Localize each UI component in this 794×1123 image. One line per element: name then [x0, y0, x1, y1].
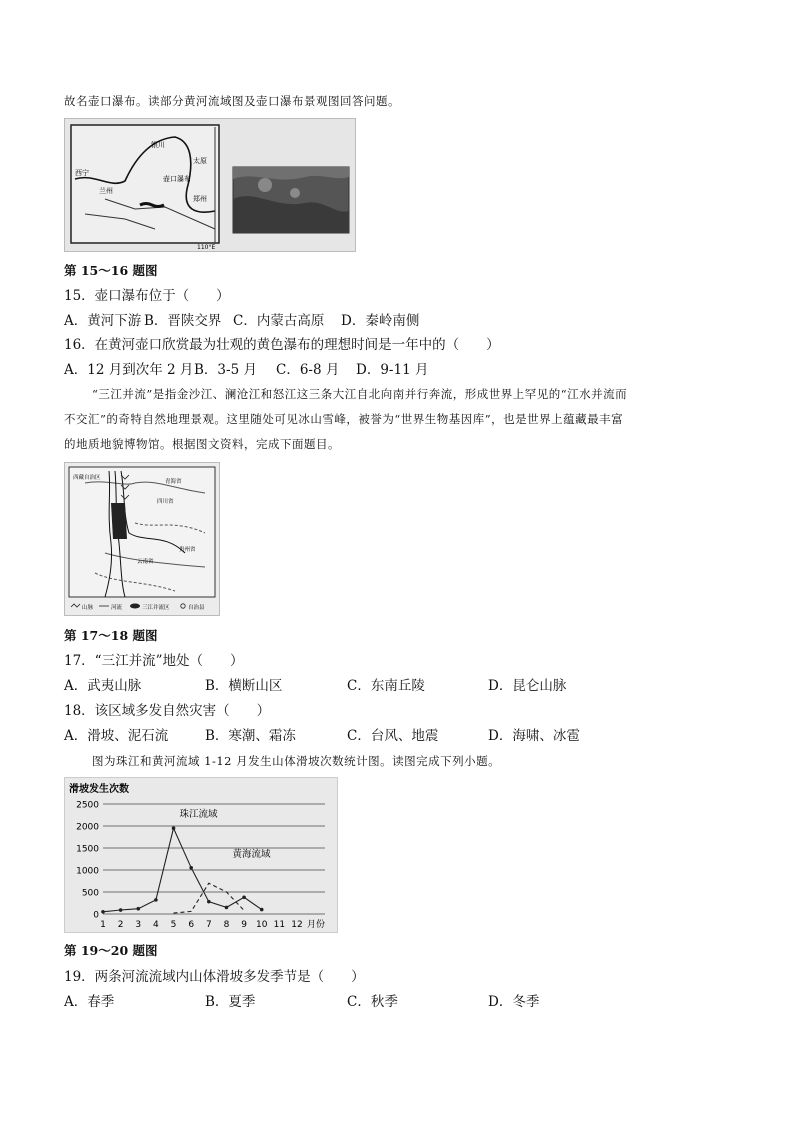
question-16-stem: 16．在黄河壶口欣赏最为壮观的黄色瀑布的理想时间是一年中的（ ）	[64, 337, 500, 353]
series-0-point-5	[189, 866, 193, 870]
map-label-yinchuan: 银川	[151, 141, 165, 149]
y-tick-label-2500: 2500	[76, 800, 99, 811]
legend-zone: 三江并流区	[142, 605, 170, 611]
three-rivers-figure	[64, 462, 220, 616]
series-0-point-2	[136, 907, 140, 911]
q17-option-c[interactable]: C．东南丘陵	[347, 678, 425, 694]
x-tick-label-2: 2	[117, 920, 124, 930]
y-tick-label-1500: 1500	[76, 844, 99, 855]
question-19-stem: 19．两条河流流域内山体滑坡多发季节是（ ）	[64, 969, 365, 985]
series-line-1	[174, 883, 245, 913]
y-tick-label-2000: 2000	[76, 822, 99, 833]
q18-option-c[interactable]: C．台风、地震	[347, 728, 439, 744]
series-0-point-1	[119, 908, 123, 912]
map-label-sichuan: 四川省	[157, 499, 174, 505]
q19-option-c[interactable]: C．秋季	[347, 994, 398, 1010]
x-tick-label-6: 6	[188, 920, 195, 930]
series-0-point-6	[207, 900, 211, 904]
series-0-point-7	[225, 906, 229, 910]
yellow-river-figure	[64, 118, 356, 252]
q19-option-b[interactable]: B．夏季	[205, 994, 256, 1010]
landslide-chart-svg	[65, 778, 337, 932]
y-tick-label-1000: 1000	[76, 866, 99, 877]
series-0-point-8	[242, 895, 246, 899]
q18-option-b[interactable]: B．寒潮、霜冻	[205, 728, 296, 744]
x-tick-label-4: 4	[153, 920, 159, 930]
x-tick-label-10: 10	[256, 920, 268, 930]
question-17-stem: 17．“三江并流”地处（ ）	[64, 653, 244, 669]
q15-option-b[interactable]: B．晋陕交界	[144, 313, 222, 329]
x-tick-label-5: 5	[170, 920, 177, 930]
q17-option-d[interactable]: D．昆仑山脉	[488, 678, 567, 694]
q16-option-c[interactable]: C．6-8 月	[276, 362, 340, 378]
series-0-point-3	[154, 898, 158, 902]
question-15-stem: 15．壶口瀑布位于（ ）	[64, 288, 230, 304]
q18-option-d[interactable]: D．海啸、冰雹	[488, 728, 580, 744]
map-label-guizhou: 贵州省	[179, 547, 196, 553]
chart-ylabel: 滑坡发生次数	[69, 784, 129, 795]
series-0-point-0	[101, 910, 105, 914]
series-label-yellow: 黄海流域	[232, 848, 271, 860]
q19-option-d[interactable]: D．冬季	[488, 994, 540, 1010]
x-tick-label-12: 12	[291, 920, 303, 930]
q17-option-a[interactable]: A．武夷山脉	[64, 678, 142, 694]
map-label-taiyuan: 太原	[193, 157, 207, 165]
intro-19-20: 图为珠江和黄河流域 1-12 月发生山体滑坡次数统计图。读图完成下列小题。	[92, 754, 501, 768]
x-tick-label-7: 7	[205, 920, 212, 930]
x-axis-label: 月份	[307, 920, 326, 930]
q17-option-b[interactable]: B．横断山区	[205, 678, 283, 694]
q19-option-a[interactable]: A．春季	[64, 994, 115, 1010]
x-tick-label-3: 3	[135, 920, 142, 930]
legend-mountain: 山脉	[82, 605, 94, 611]
figure-caption-19-20: 第 19～20 题图	[64, 943, 158, 958]
figure-caption-15-16: 第 15～16 题图	[64, 263, 158, 278]
question-18-stem: 18．该区域多发自然灾害（ ）	[64, 703, 271, 719]
series-label-pearl: 珠江流域	[179, 809, 218, 821]
intro-17-18-line2: 不交汇”的奇特自然地理景观。这里随处可见冰山雪峰，被誉为“世界生物基因库”，也是世界上蕴藏最丰富	[64, 412, 624, 426]
q16-option-d[interactable]: D．9-11 月	[356, 362, 429, 378]
q15-option-d[interactable]: D．秦岭南侧	[341, 313, 420, 329]
map-label-tibet: 西藏自治区	[73, 475, 101, 481]
legend-county: 自治县	[188, 605, 205, 611]
y-tick-label-500: 500	[81, 888, 99, 899]
x-tick-label-1: 1	[100, 920, 106, 930]
map-label-xining: 西宁	[75, 169, 89, 177]
x-tick-label-9: 9	[241, 920, 247, 930]
x-tick-label-11: 11	[273, 920, 286, 930]
landslide-chart	[64, 777, 338, 933]
figure-caption-17-18: 第 17～18 题图	[64, 628, 158, 643]
q16-option-a[interactable]: A．12 月到次年 2 月	[64, 362, 194, 378]
series-0-point-4	[172, 826, 176, 830]
legend-river: 河流	[111, 605, 123, 611]
y-tick-label-0: 0	[93, 910, 99, 921]
q15-option-a[interactable]: A．黄河下游	[64, 313, 142, 329]
map-label-hukou: 壶口瀑布	[163, 175, 191, 183]
map-label-qinghai: 青海省	[165, 479, 182, 485]
series-0-point-9	[260, 908, 264, 912]
q18-option-a[interactable]: A．滑坡、泥石流	[64, 728, 169, 744]
intro-15-16: 故名壶口瀑布。读部分黄河流域图及壶口瀑布景观图回答问题。	[64, 94, 400, 108]
q16-option-b[interactable]: B．3-5 月	[194, 362, 257, 378]
map-label-longitude: 110°E	[197, 244, 216, 251]
intro-17-18-line1: “三江并流”是指金沙江、澜沧江和怒江这三条大江自北向南并行奔流，形成世界上罕见的“江水并流而	[92, 387, 628, 401]
q15-option-c[interactable]: C．内蒙古高原	[233, 313, 325, 329]
x-tick-label-8: 8	[223, 920, 230, 930]
map-label-yunnan: 云南省	[137, 559, 154, 565]
intro-17-18-line3: 的地质地貌博物馆。根据图文资料，完成下面题目。	[64, 437, 340, 451]
map-label-zhengzhou: 郑州	[193, 195, 207, 203]
map-label-lanzhou: 兰州	[99, 187, 113, 195]
